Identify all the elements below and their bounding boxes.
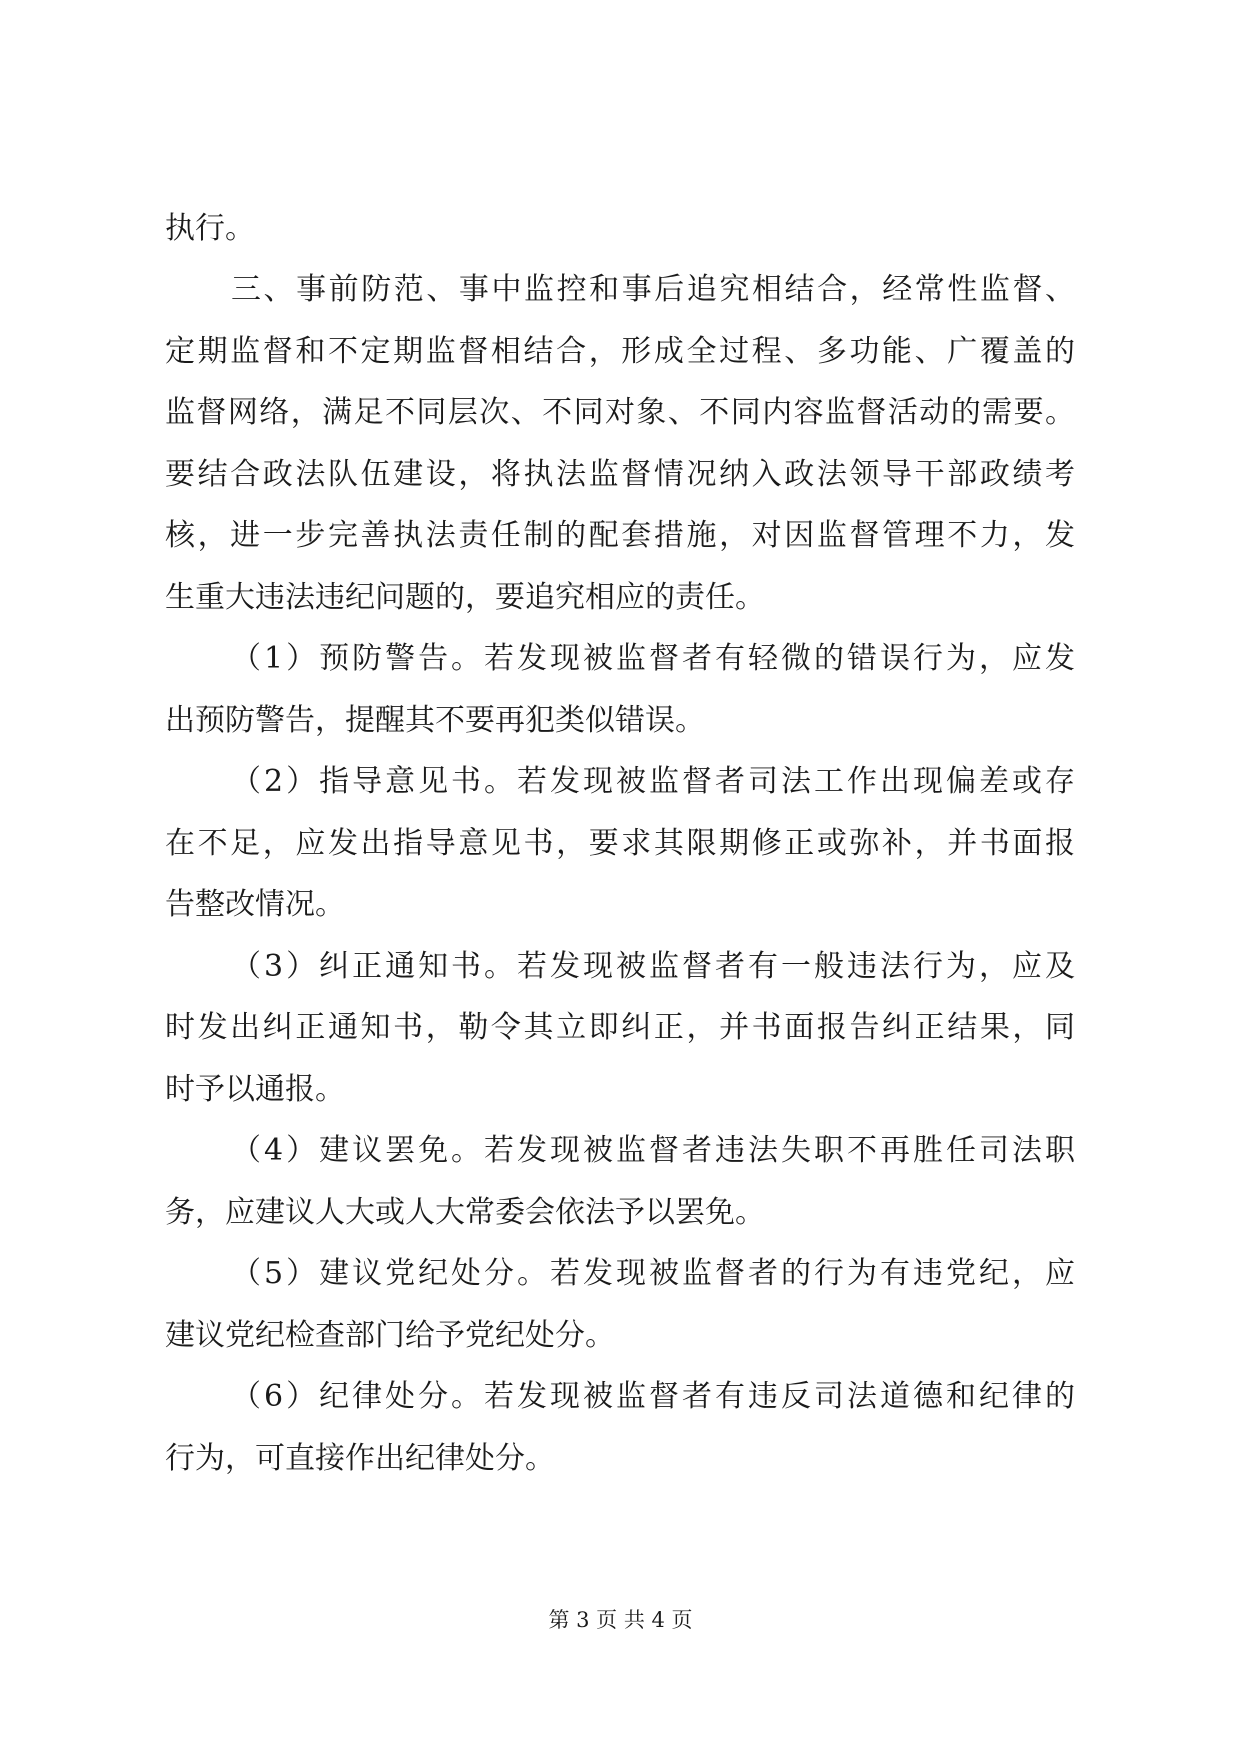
text-line: （3）纠正通知书。若发现被监督者有一般违法行为，应及 xyxy=(231,949,1075,984)
text-line: 生重大违法违纪问题的，要追究相应的责任。 xyxy=(165,580,765,615)
text-line: 告整改情况。 xyxy=(165,887,345,922)
text-line: （4）建议罢免。若发现被监督者违法失职不再胜任司法职 xyxy=(231,1133,1075,1168)
page-number-footer: 第 3 页 共 4 页 xyxy=(548,1608,693,1632)
text-line: 三、事前防范、事中监控和事后追究相结合，经常性监督、 xyxy=(231,272,1075,307)
text-line: 执行。 xyxy=(165,211,255,246)
text-line: 行为，可直接作出纪律处分。 xyxy=(165,1441,555,1476)
text-line: 核，进一步完善执法责任制的配套措施，对因监督管理不力，发 xyxy=(165,518,1075,553)
text-line: （1）预防警告。若发现被监督者有轻微的错误行为，应发 xyxy=(231,641,1075,676)
text-line: 在不足，应发出指导意见书，要求其限期修正或弥补，并书面报 xyxy=(165,826,1075,861)
text-line: （2）指导意见书。若发现被监督者司法工作出现偏差或存 xyxy=(231,764,1075,799)
text-line: （6）纪律处分。若发现被监督者有违反司法道德和纪律的 xyxy=(231,1379,1075,1414)
text-line: 时予以通报。 xyxy=(165,1072,345,1107)
text-line: 时发出纠正通知书，勒令其立即纠正，并书面报告纠正结果，同 xyxy=(165,1010,1075,1045)
text-line: 出预防警告，提醒其不要再犯类似错误。 xyxy=(165,703,705,738)
text-line: 要结合政法队伍建设，将执法监督情况纳入政法领导干部政绩考 xyxy=(165,457,1075,492)
text-line: 监督网络，满足不同层次、不同对象、不同内容监督活动的需要。 xyxy=(165,395,1075,430)
text-line: 建议党纪检查部门给予党纪处分。 xyxy=(165,1318,615,1353)
text-line: （5）建议党纪处分。若发现被监督者的行为有违党纪，应 xyxy=(231,1256,1075,1291)
text-line: 务，应建议人大或人大常委会依法予以罢免。 xyxy=(165,1195,765,1230)
text-line: 定期监督和不定期监督相结合，形成全过程、多功能、广覆盖的 xyxy=(165,334,1075,369)
